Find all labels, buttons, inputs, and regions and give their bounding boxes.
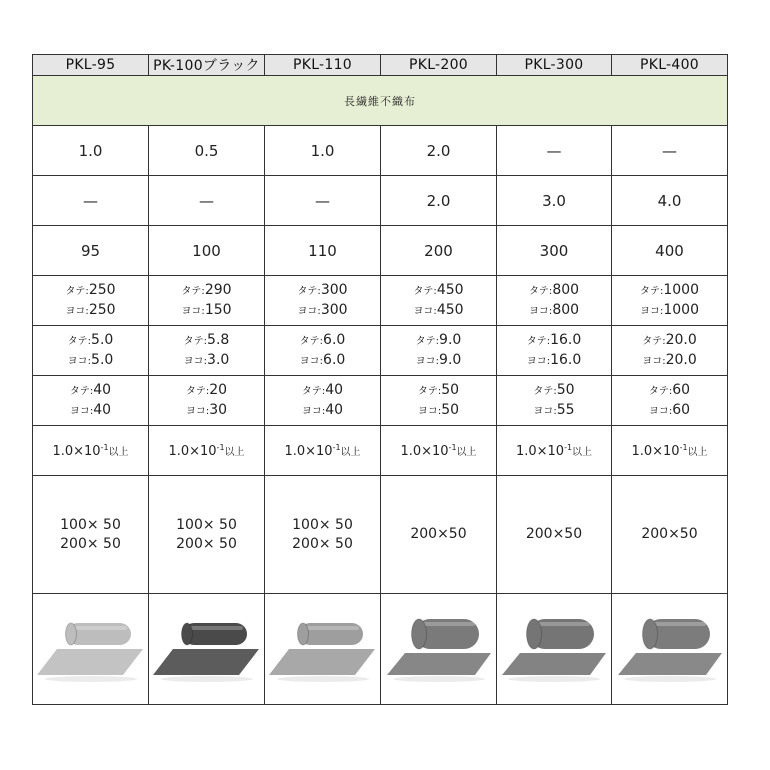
yoko-prefix: ヨコ:: [69, 405, 94, 417]
tate-value: 1000: [663, 281, 699, 298]
product-image-cell: [381, 594, 497, 705]
tate-prefix: タテ:: [69, 385, 94, 397]
tate-value: 9.0: [439, 331, 462, 348]
header-pkl-400: PKL-400: [612, 55, 728, 76]
product-image-row: [33, 594, 728, 705]
table-cell: [497, 476, 612, 594]
table-cell: [149, 476, 265, 594]
perm-base: 1.0×10: [631, 443, 680, 459]
yoko-line: [265, 351, 380, 371]
tate-prefix: タテ:: [642, 335, 666, 347]
table-cell: [33, 326, 149, 376]
yoko-value: 40: [93, 401, 112, 418]
perm-suffix: 以上: [224, 446, 245, 458]
tate-line: [612, 331, 727, 351]
table-cell: [612, 426, 728, 476]
yoko-prefix: ヨコ:: [299, 355, 324, 367]
tate-prefix: タテ:: [528, 285, 553, 297]
row-3: [33, 226, 728, 276]
header-pkl-200: PKL-200: [381, 55, 497, 76]
yoko-value: 6.0: [323, 351, 346, 368]
fabric-roll-image: [614, 609, 726, 689]
yoko-value: 250: [88, 301, 116, 318]
yoko-line: [149, 401, 264, 421]
table-cell: 400: [612, 226, 728, 276]
table-cell: 2.0: [381, 176, 497, 226]
table-cell: [265, 376, 381, 426]
row-8: [33, 476, 728, 594]
row-7: [33, 426, 728, 476]
tate-line: [612, 281, 727, 301]
row-2: [33, 176, 728, 226]
tate-line: [265, 381, 380, 401]
table-cell: [612, 326, 728, 376]
table-cell: [265, 276, 381, 326]
table-cell: [381, 476, 497, 594]
tate-prefix: タテ:: [67, 335, 92, 347]
perm-suffix: 以上: [687, 446, 708, 458]
perm-exponent: -1: [679, 442, 688, 452]
yoko-value: 9.0: [439, 351, 462, 368]
tate-line: [33, 381, 148, 401]
table-cell: [33, 276, 149, 326]
perm-base: 1.0×10: [168, 443, 217, 459]
table-cell: [33, 476, 149, 594]
tate-line: [149, 381, 264, 401]
tate-prefix: タテ:: [417, 385, 442, 397]
fabric-roll-image: [151, 609, 263, 689]
tate-value: 250: [88, 281, 116, 298]
yoko-line: [497, 301, 611, 321]
perm-base: 1.0×10: [515, 443, 565, 459]
yoko-prefix: ヨコ:: [185, 405, 210, 417]
table-cell: 1.0: [265, 126, 381, 176]
yoko-prefix: ヨコ:: [413, 305, 437, 317]
material-row: [33, 76, 728, 126]
yoko-line: [381, 301, 496, 321]
header-pk-100-black: PK-100ブラック: [149, 55, 265, 76]
perm-exponent: -1: [564, 442, 573, 452]
fabric-roll-image: [267, 609, 379, 689]
row-1: [33, 126, 728, 176]
yoko-prefix: ヨコ:: [642, 355, 666, 367]
tate-value: 50: [556, 381, 575, 398]
yoko-value: 16.0: [550, 351, 582, 368]
product-image-cell: [497, 594, 612, 705]
tate-line: [149, 281, 264, 301]
yoko-line: [33, 351, 148, 371]
yoko-value: 1000: [663, 301, 699, 318]
yoko-prefix: ヨコ:: [67, 355, 92, 367]
table-cell: 0.5: [149, 126, 265, 176]
yoko-prefix: ヨコ:: [65, 305, 89, 317]
tate-value: 50: [441, 381, 460, 398]
yoko-value: 50: [441, 401, 460, 418]
yoko-prefix: ヨコ:: [639, 305, 664, 317]
tate-value: 300: [320, 281, 348, 298]
yoko-line: [149, 301, 264, 321]
row-5: [33, 326, 728, 376]
row-6: [33, 376, 728, 426]
tate-line: [381, 331, 496, 351]
yoko-line: [381, 401, 496, 421]
yoko-value: 300: [320, 301, 348, 318]
perm-suffix: 以上: [108, 446, 129, 458]
tate-prefix: タテ:: [413, 285, 437, 297]
yoko-value: 30: [209, 401, 228, 418]
tate-line: [497, 381, 611, 401]
table-cell: [381, 376, 497, 426]
tate-value: 16.0: [550, 331, 582, 348]
perm-base: 1.0×10: [52, 443, 101, 459]
header-pkl-300: PKL-300: [497, 55, 612, 76]
yoko-line: [612, 351, 727, 371]
tate-line: [149, 331, 264, 351]
tate-prefix: タテ:: [526, 335, 551, 347]
yoko-prefix: ヨコ:: [301, 405, 326, 417]
tate-prefix: タテ:: [181, 285, 205, 297]
table-cell: 1.0: [33, 126, 149, 176]
yoko-value: 20.0: [665, 351, 697, 368]
yoko-prefix: ヨコ:: [526, 355, 551, 367]
table-cell: [149, 276, 265, 326]
table-cell: [497, 376, 612, 426]
table-cell: [497, 276, 612, 326]
fabric-roll-image: [35, 609, 147, 689]
table-cell: [612, 276, 728, 326]
tate-prefix: タテ:: [415, 335, 440, 347]
yoko-prefix: ヨコ:: [533, 405, 557, 417]
table-cell: [265, 476, 381, 594]
yoko-line: [381, 351, 496, 371]
perm-exponent: -1: [216, 442, 225, 452]
table-cell: 3.0: [497, 176, 612, 226]
tate-prefix: タテ:: [533, 385, 557, 397]
size-line: 200×50: [641, 526, 698, 542]
tate-value: 290: [204, 281, 232, 298]
tate-value: 6.0: [323, 331, 346, 348]
table-cell: [612, 376, 728, 426]
yoko-line: [497, 351, 611, 371]
tate-value: 5.0: [91, 331, 114, 348]
yoko-prefix: ヨコ:: [528, 305, 553, 317]
tate-line: [265, 281, 380, 301]
tate-line: [497, 281, 611, 301]
yoko-prefix: ヨコ:: [648, 405, 673, 417]
tate-line: [33, 281, 148, 301]
perm-suffix: 以上: [572, 446, 593, 458]
size-line: 100× 50: [176, 516, 237, 533]
table-cell: 95: [33, 226, 149, 276]
size-line: 200× 50: [176, 535, 237, 552]
yoko-value: 55: [556, 401, 575, 418]
tate-line: [381, 381, 496, 401]
table-cell: —: [265, 176, 381, 226]
yoko-line: [612, 401, 727, 421]
table-cell: [265, 326, 381, 376]
tate-value: 20: [209, 381, 228, 398]
tate-value: 20.0: [665, 331, 697, 348]
table-cell: 110: [265, 226, 381, 276]
perm-base: 1.0×10: [400, 443, 449, 459]
yoko-prefix: ヨコ:: [183, 355, 208, 367]
size-line: 200× 50: [60, 535, 121, 552]
perm-suffix: 以上: [456, 446, 477, 458]
tate-value: 5.8: [207, 331, 230, 348]
yoko-value: 5.0: [91, 351, 114, 368]
yoko-prefix: ヨコ:: [181, 305, 205, 317]
tate-prefix: タテ:: [299, 335, 324, 347]
row-4: [33, 276, 728, 326]
product-image-cell: [265, 594, 381, 705]
tate-prefix: タテ:: [65, 285, 89, 297]
tate-line: [381, 281, 496, 301]
yoko-value: 150: [204, 301, 232, 318]
table-cell: —: [149, 176, 265, 226]
table-cell: [265, 426, 381, 476]
table-cell: 4.0: [612, 176, 728, 226]
size-line: 100× 50: [60, 516, 121, 533]
table-cell: [497, 426, 612, 476]
yoko-line: [33, 301, 148, 321]
yoko-value: 450: [436, 301, 464, 318]
table-cell: [149, 326, 265, 376]
tate-prefix: タテ:: [648, 385, 673, 397]
tate-prefix: タテ:: [185, 385, 210, 397]
header-pkl-110: PKL-110: [265, 55, 381, 76]
tate-value: 40: [325, 381, 344, 398]
yoko-prefix: ヨコ:: [297, 305, 321, 317]
tate-value: 800: [552, 281, 580, 298]
tate-line: [497, 331, 611, 351]
perm-suffix: 以上: [340, 446, 361, 458]
yoko-prefix: ヨコ:: [415, 355, 440, 367]
tate-prefix: タテ:: [297, 285, 321, 297]
tate-prefix: タテ:: [301, 385, 326, 397]
table-cell: 200: [381, 226, 497, 276]
tate-line: [265, 331, 380, 351]
perm-exponent: -1: [332, 442, 341, 452]
yoko-line: [265, 301, 380, 321]
size-line: 200×50: [410, 526, 467, 542]
table-cell: —: [33, 176, 149, 226]
yoko-line: [33, 401, 148, 421]
yoko-value: 60: [672, 401, 691, 418]
table-cell: [381, 426, 497, 476]
size-line: 200× 50: [292, 535, 353, 552]
yoko-line: [265, 401, 380, 421]
yoko-line: [497, 401, 611, 421]
yoko-prefix: ヨコ:: [417, 405, 442, 417]
perm-base: 1.0×10: [284, 443, 333, 459]
table-cell: —: [612, 126, 728, 176]
table-cell: [497, 326, 612, 376]
fabric-roll-image: [383, 609, 495, 689]
table-cell: 2.0: [381, 126, 497, 176]
tate-prefix: タテ:: [639, 285, 664, 297]
table-cell: [149, 376, 265, 426]
perm-exponent: -1: [100, 442, 109, 452]
table-cell: [33, 426, 149, 476]
fabric-roll-image: [498, 609, 610, 689]
product-image-cell: [149, 594, 265, 705]
perm-exponent: -1: [448, 442, 457, 452]
yoko-line: [612, 301, 727, 321]
size-line: 200×50: [525, 526, 583, 542]
yoko-line: [149, 351, 264, 371]
tate-value: 40: [93, 381, 112, 398]
product-image-cell: [612, 594, 728, 705]
spec-table: [32, 54, 728, 705]
yoko-value: 40: [325, 401, 344, 418]
table-cell: 100: [149, 226, 265, 276]
tate-line: [33, 331, 148, 351]
table-cell: 300: [497, 226, 612, 276]
tate-value: 60: [672, 381, 691, 398]
yoko-value: 800: [552, 301, 580, 318]
tate-prefix: タテ:: [183, 335, 208, 347]
size-line: 100× 50: [292, 516, 353, 533]
yoko-value: 3.0: [207, 351, 230, 368]
table-cell: —: [497, 126, 612, 176]
product-image-cell: [33, 594, 149, 705]
tate-value: 450: [436, 281, 464, 298]
table-cell: [381, 326, 497, 376]
table-cell: [33, 376, 149, 426]
header-row: [33, 55, 728, 76]
tate-line: [612, 381, 727, 401]
table-cell: [612, 476, 728, 594]
table-cell: [149, 426, 265, 476]
table-cell: [381, 276, 497, 326]
material-cell: 長繊維不織布: [33, 76, 728, 126]
header-pkl-95: PKL-95: [33, 55, 149, 76]
